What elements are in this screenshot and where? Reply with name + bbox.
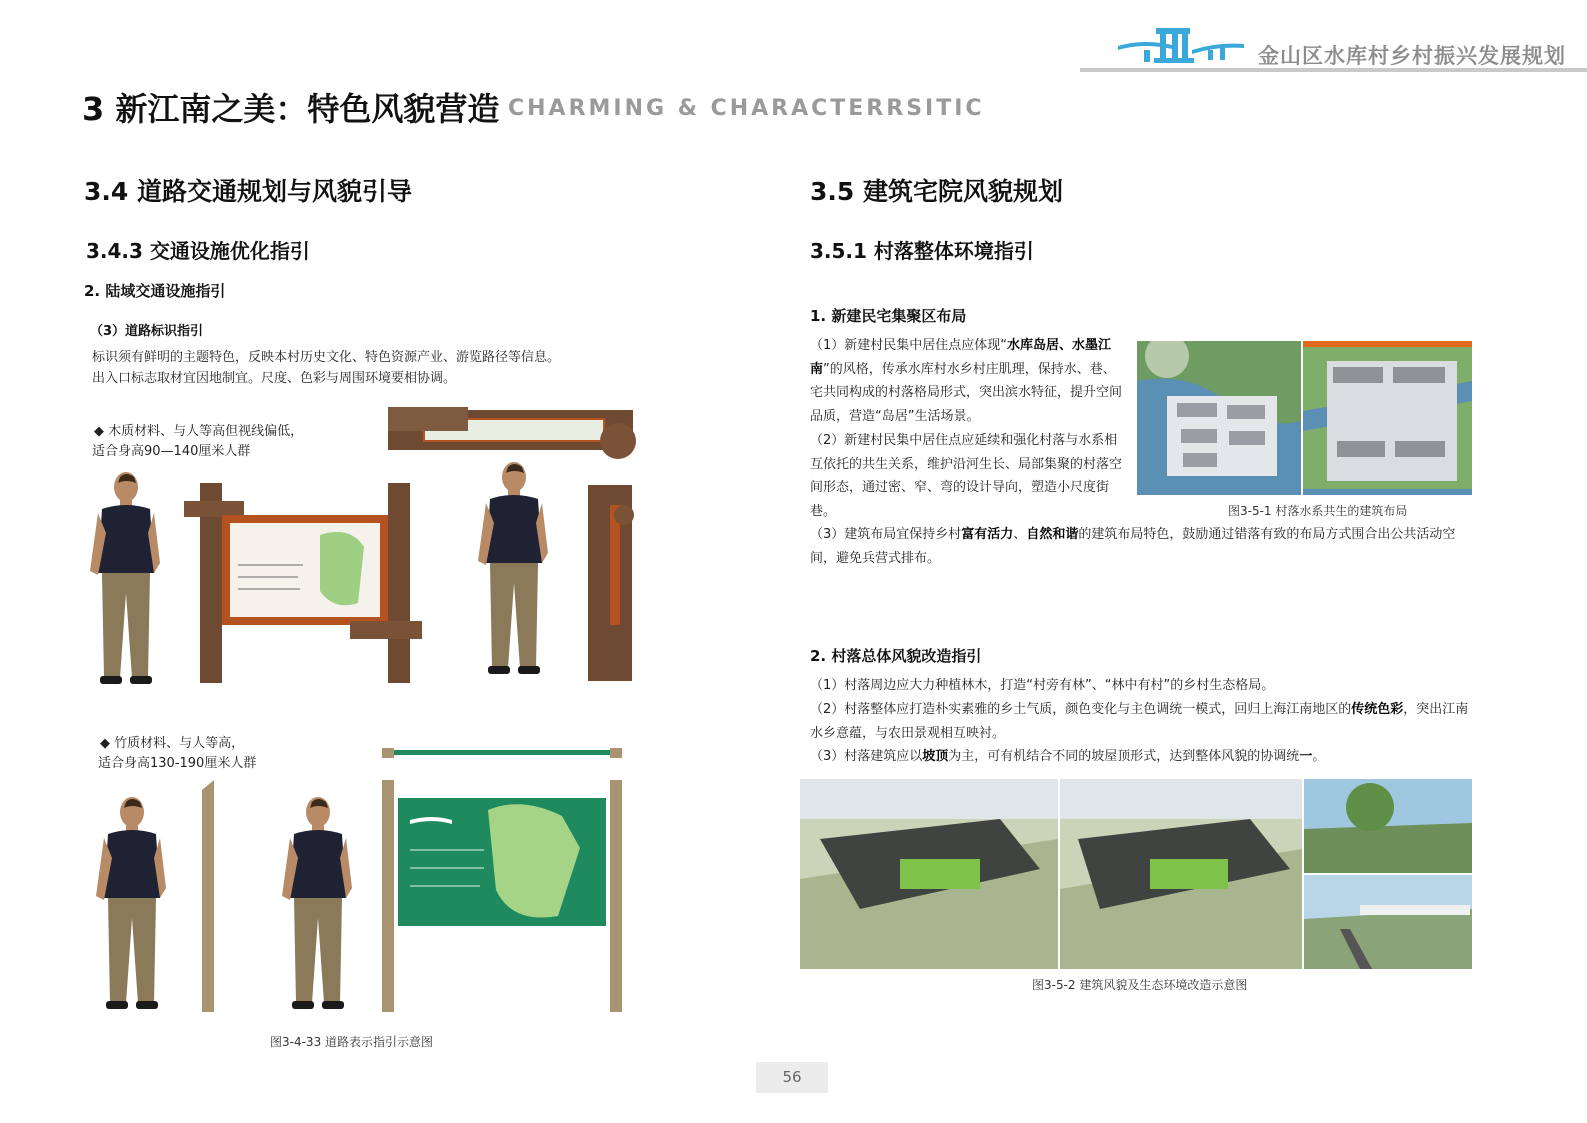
housing-layout-paragraph-2: （2）新建村民集中居住点应延续和强化村落与水系相互依托的共生关系，维护沿河生长、局部集聚的村落空间形态，通过密、窄、弯的设计导向，塑造小尺度街巷。 <box>810 433 1123 519</box>
wood-sign-note-line-1: ◆ 木质材料、与人等高但视线偏低， <box>94 424 304 439</box>
bamboo-signage-illustration <box>92 740 632 1025</box>
item-heading-new-housing-layout: 1. 新建民宅集聚区布局 <box>810 307 967 325</box>
subsection-heading-3-4-3: 3.4.3 交通设施优化指引 <box>86 239 310 263</box>
bamboo-sign-note-line-1: ◆ 竹质材料、与人等高， <box>100 736 245 751</box>
renovation-paragraph-1: （1）村落周边应大力种植林木，打造“村旁有林”、“林中有村”的乡村生态格局。 <box>810 678 1275 693</box>
renovation-paragraph-3: （3）村落建筑应以坡顶为主，可有机结合不同的坡屋顶形式，达到整体风貌的协调统一。 <box>810 749 1326 764</box>
page-number: 56 <box>756 1062 828 1093</box>
item-heading-village-renovation: 2. 村落总体风貌改造指引 <box>810 647 982 665</box>
document-header-title: 金山区水库村乡村振兴发展规划 <box>1258 44 1566 68</box>
village-plan-figure <box>1137 341 1472 495</box>
intro-text-line-2: 出入口标志取材宜因地制宜。尺度、色彩与周围环境要相协调。 <box>92 371 457 386</box>
item-heading-road-signs: （3）道路标识指引 <box>90 324 204 339</box>
wood-sign-note-line-2: 适合身高90—140厘米人群 <box>92 444 251 459</box>
item-heading-land-traffic: 2. 陆域交通设施指引 <box>84 282 226 300</box>
section-heading-3-4: 3.4 道路交通规划与风貌引导 <box>84 177 412 206</box>
subsection-heading-3-5-1: 3.5.1 村落整体环境指引 <box>810 239 1034 263</box>
chapter-subtitle-english: CHARMING & CHARACTERRSITIC <box>508 96 985 121</box>
renovation-paragraph-2: （2）村落整体应打造朴实素雅的乡土气质，颜色变化与主色调统一模式，回归上海江南地区的传统色彩，突出江南水乡意蕴，与农田景观相互映衬。 <box>810 702 1469 741</box>
wooden-signage-illustration <box>88 405 648 700</box>
section-heading-3-5: 3.5 建筑宅院风貌规划 <box>810 177 1063 206</box>
village-logo-icon <box>1116 20 1246 68</box>
village-renovation-renderings <box>800 779 1472 969</box>
figure-caption-3-5-1: 图3-5-1 村落水系共生的建筑布局 <box>1228 504 1408 518</box>
header-divider <box>1080 68 1587 72</box>
figure-caption-3-4-33: 图3-4-33 道路表示指引示意图 <box>270 1035 434 1049</box>
bamboo-sign-note-line-2: 适合身高130-190厘米人群 <box>98 756 257 771</box>
housing-layout-paragraph-3: （3）建筑布局宜保持乡村富有活力、自然和谐的建筑布局特色，鼓励通过错落有致的布局方式围合出公共活动空间，避免兵营式排布。 <box>810 527 1456 566</box>
housing-layout-paragraph-1: （1）新建村民集中居住点应体现“水库岛居、水墨江南”的风格，传承水库村水乡村庄肌理，保持水、巷、宅共同构成的村落格局形式，突出滨水特征，提升空间品质，营造“岛居”生活场景。 <box>810 338 1123 424</box>
chapter-title: 3 新江南之美：特色风貌营造 <box>82 90 500 128</box>
figure-caption-3-5-2: 图3-5-2 建筑风貌及生态环境改造示意图 <box>1032 978 1248 992</box>
intro-text-line-1: 标识须有鲜明的主题特色，反映本村历史文化、特色资源产业、游览路径等信息。 <box>92 350 561 365</box>
